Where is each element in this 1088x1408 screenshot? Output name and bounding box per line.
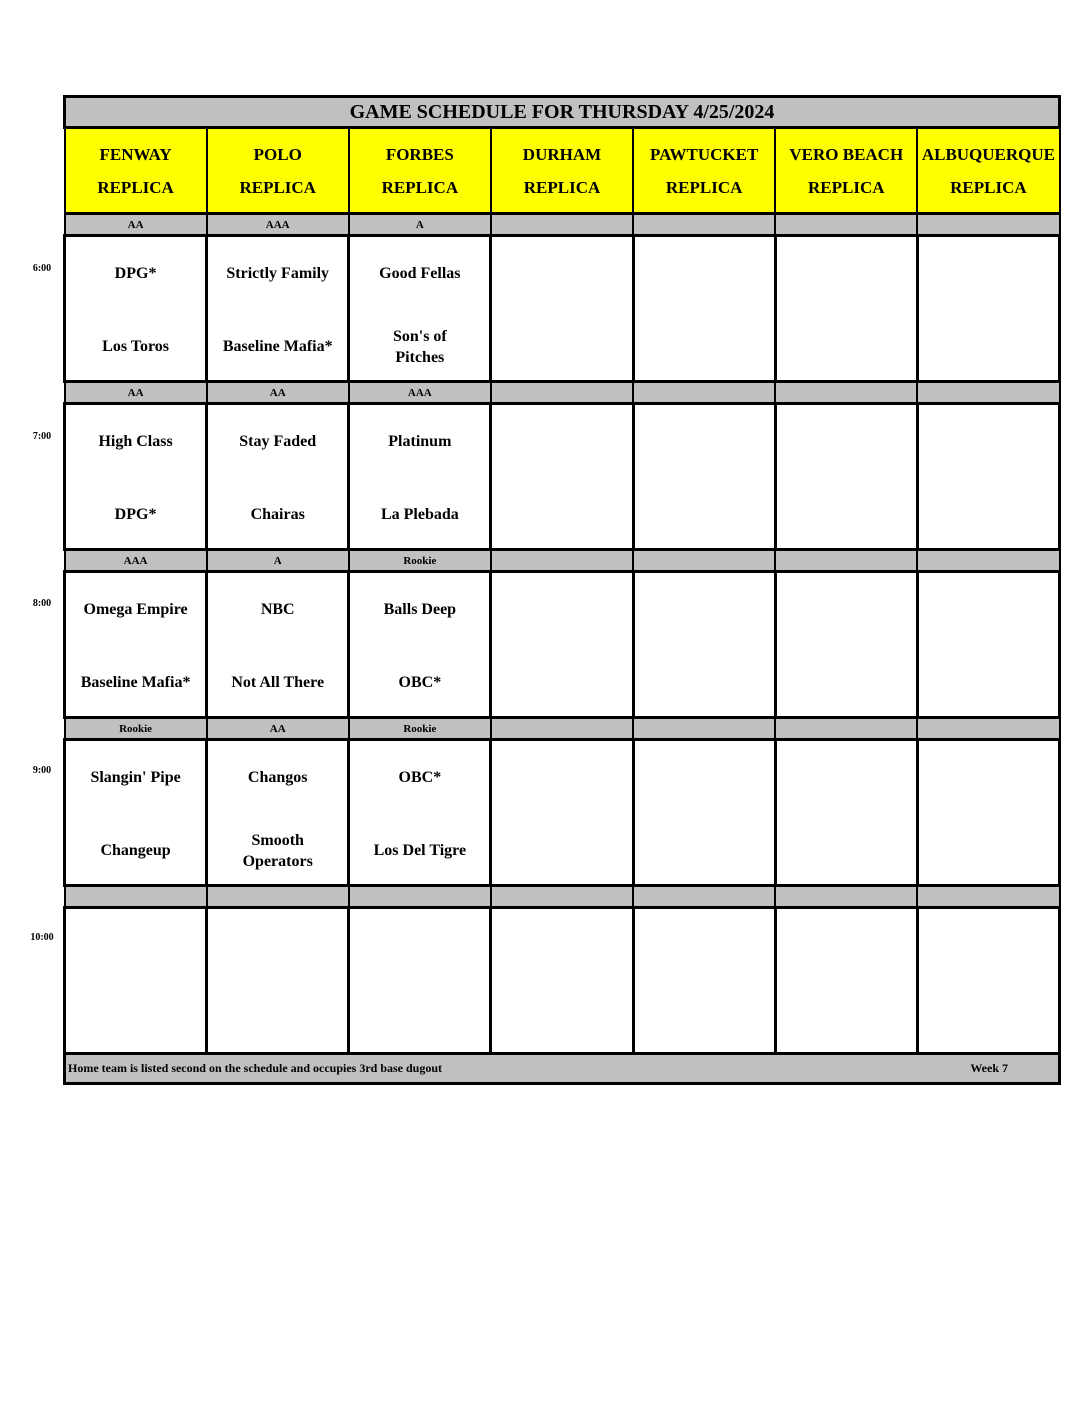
- visiting-team: Strictly Family: [226, 265, 330, 282]
- game-cell: [65, 404, 207, 550]
- game-cell: [491, 236, 633, 382]
- game-cell: [349, 740, 491, 886]
- level-cell: [207, 886, 349, 908]
- game-cell: [775, 404, 917, 550]
- game-row: [65, 740, 1060, 886]
- level-cell: [917, 550, 1059, 572]
- field-sub: REPLICA: [523, 177, 601, 197]
- game-cell: [207, 572, 349, 718]
- game-cell: [65, 908, 207, 1054]
- game-cell: [633, 572, 775, 718]
- field-name: ALBUQUERQUE: [921, 144, 1056, 164]
- game-cell-content: [492, 237, 631, 380]
- game-cell: [633, 236, 775, 382]
- home-team: Baseline Mafia*: [222, 338, 333, 355]
- game-cell-content: [635, 573, 774, 716]
- level-cell: Rookie: [65, 718, 207, 740]
- field-header-polo: [207, 128, 349, 214]
- visiting-team: Platinum: [388, 433, 452, 450]
- level-cell: [775, 550, 917, 572]
- level-cell: [491, 718, 633, 740]
- title-row: [65, 97, 1060, 128]
- game-cell-content: [492, 909, 631, 1052]
- level-cell: [775, 382, 917, 404]
- game-cell: [633, 908, 775, 1054]
- game-cell: [917, 572, 1059, 718]
- home-team: DPG*: [114, 506, 157, 523]
- level-cell: [349, 886, 491, 908]
- game-cell: [349, 404, 491, 550]
- level-cell: AA: [65, 214, 207, 236]
- time-label-900: 9:00: [32, 765, 52, 776]
- game-cell: [917, 908, 1059, 1054]
- level-cell: [633, 382, 775, 404]
- level-cell: [633, 718, 775, 740]
- level-row: [65, 718, 1060, 740]
- game-cell-content: [919, 405, 1058, 548]
- game-cell-content: [66, 573, 205, 716]
- visiting-team: High Class: [98, 433, 173, 450]
- game-cell-content: [208, 573, 347, 716]
- footer-row: [65, 1054, 1060, 1084]
- game-cell-content: [66, 237, 205, 380]
- field-sub: REPLICA: [97, 177, 174, 197]
- game-row: [65, 908, 1060, 1054]
- home-team: Smooth Operators: [242, 832, 313, 870]
- game-cell-content: [777, 573, 916, 716]
- game-cell-content: [777, 741, 916, 884]
- schedule-title: GAME SCHEDULE FOR THURSDAY 4/25/2024: [65, 97, 1060, 128]
- level-cell: AA: [207, 718, 349, 740]
- game-cell: [207, 908, 349, 1054]
- game-cell: [917, 404, 1059, 550]
- game-cell-content: [208, 741, 347, 884]
- time-label-1000: 10:00: [30, 932, 54, 943]
- level-cell: Rookie: [349, 550, 491, 572]
- game-cell: [207, 740, 349, 886]
- game-cell-content: [919, 237, 1058, 380]
- game-cell-content: [492, 405, 631, 548]
- game-cell-content: [635, 741, 774, 884]
- game-cell: [633, 404, 775, 550]
- level-cell: [775, 886, 917, 908]
- game-cell-content: [350, 573, 489, 716]
- week-label: Week 7: [970, 1061, 1008, 1075]
- time-label-600: 6:00: [32, 263, 52, 274]
- field-name: PAWTUCKET: [649, 144, 759, 164]
- schedule-table: [63, 95, 1061, 1085]
- level-cell: [775, 214, 917, 236]
- visiting-team: Good Fellas: [379, 265, 461, 282]
- visiting-team: Omega Empire: [83, 601, 188, 618]
- home-team: La Plebada: [380, 506, 459, 523]
- game-cell-content: [208, 237, 347, 380]
- game-cell-content: [777, 405, 916, 548]
- field-header-row: [65, 128, 1060, 214]
- game-cell-content: [350, 741, 489, 884]
- game-cell-content: [777, 237, 916, 380]
- level-row: [65, 550, 1060, 572]
- level-cell: AAA: [207, 214, 349, 236]
- level-row: [65, 886, 1060, 908]
- level-cell: [633, 886, 775, 908]
- game-cell: [775, 236, 917, 382]
- game-cell-content: [66, 405, 205, 548]
- level-cell: AAA: [349, 382, 491, 404]
- game-cell-content: [635, 909, 774, 1052]
- visiting-team: OBC*: [398, 769, 442, 786]
- game-cell-content: [350, 909, 489, 1052]
- game-cell-content: [208, 909, 347, 1052]
- level-cell: [917, 382, 1059, 404]
- visiting-team: Changos: [247, 769, 308, 786]
- level-cell: [491, 214, 633, 236]
- field-header-pawtucket: [633, 128, 775, 214]
- level-cell: [917, 718, 1059, 740]
- game-cell: [349, 908, 491, 1054]
- field-sub: REPLICA: [950, 177, 1027, 197]
- level-cell: [491, 886, 633, 908]
- game-cell-content: [635, 405, 774, 548]
- field-header-durham: [491, 128, 633, 214]
- visiting-team: Stay Faded: [239, 433, 317, 450]
- game-cell: [207, 404, 349, 550]
- game-row: [65, 236, 1060, 382]
- visiting-team: Slangin' Pipe: [90, 769, 181, 786]
- level-cell: AA: [207, 382, 349, 404]
- game-cell-content: [350, 405, 489, 548]
- level-cell: [633, 550, 775, 572]
- game-row: [65, 404, 1060, 550]
- game-cell: [65, 572, 207, 718]
- time-label-800: 8:00: [32, 598, 52, 609]
- home-team: Not All There: [231, 674, 325, 691]
- level-row: [65, 382, 1060, 404]
- game-cell: [775, 572, 917, 718]
- game-cell-content: [492, 741, 631, 884]
- field-header-albuquerque: [917, 128, 1059, 214]
- game-cell: [349, 236, 491, 382]
- game-cell-content: [66, 741, 205, 884]
- level-cell: A: [207, 550, 349, 572]
- field-sub: REPLICA: [239, 177, 316, 197]
- game-cell-content: [919, 741, 1058, 884]
- game-cell: [65, 236, 207, 382]
- game-cell: [349, 572, 491, 718]
- home-team: OBC*: [398, 674, 442, 691]
- game-cell: [65, 740, 207, 886]
- field-header-vero-beach: [775, 128, 917, 214]
- game-cell-content: [350, 237, 489, 380]
- field-name: FENWAY: [99, 144, 172, 164]
- level-cell: [491, 550, 633, 572]
- field-name: POLO: [253, 144, 302, 164]
- game-cell: [491, 908, 633, 1054]
- footer-note: Home team is listed second on the schedule and occupies 3rd base dugout: [68, 1061, 443, 1075]
- field-sub: REPLICA: [381, 177, 459, 197]
- game-cell: [633, 740, 775, 886]
- game-cell-content: [492, 573, 631, 716]
- game-cell: [491, 572, 633, 718]
- home-team: Los Toros: [102, 338, 169, 355]
- game-cell-content: [66, 909, 205, 1052]
- home-team: Son's of Pitches: [392, 328, 447, 366]
- game-cell: [917, 740, 1059, 886]
- level-cell: Rookie: [349, 718, 491, 740]
- game-row: [65, 572, 1060, 718]
- field-name: VERO BEACH: [789, 144, 904, 164]
- level-row: [65, 214, 1060, 236]
- home-team: Chairas: [250, 506, 305, 523]
- level-cell: [775, 718, 917, 740]
- field-name: DURHAM: [522, 144, 602, 164]
- game-cell-content: [777, 909, 916, 1052]
- level-cell: [917, 214, 1059, 236]
- game-cell-content: [919, 573, 1058, 716]
- game-cell: [775, 740, 917, 886]
- field-sub: REPLICA: [665, 177, 743, 197]
- level-cell: A: [349, 214, 491, 236]
- game-cell-content: [208, 405, 347, 548]
- game-cell: [207, 236, 349, 382]
- field-sub: REPLICA: [808, 177, 885, 197]
- game-cell: [491, 404, 633, 550]
- home-team: Los Del Tigre: [373, 842, 467, 859]
- footer-cell: [65, 1054, 1060, 1084]
- level-cell: AA: [65, 382, 207, 404]
- level-cell: AAA: [65, 550, 207, 572]
- level-cell: [65, 886, 207, 908]
- field-name: FORBES: [385, 144, 454, 164]
- game-cell-content: [635, 237, 774, 380]
- level-cell: [491, 382, 633, 404]
- home-team: Changeup: [100, 842, 171, 859]
- game-cell: [917, 236, 1059, 382]
- field-header-forbes: [349, 128, 491, 214]
- home-team: Baseline Mafia*: [80, 674, 191, 691]
- level-cell: [633, 214, 775, 236]
- visiting-team: NBC: [260, 601, 295, 618]
- game-cell-content: [919, 909, 1058, 1052]
- game-cell: [775, 908, 917, 1054]
- field-header-fenway: [65, 128, 207, 214]
- visiting-team: Balls Deep: [383, 601, 457, 618]
- level-cell: [917, 886, 1059, 908]
- time-label-700: 7:00: [32, 431, 52, 442]
- game-cell: [491, 740, 633, 886]
- visiting-team: DPG*: [114, 265, 157, 282]
